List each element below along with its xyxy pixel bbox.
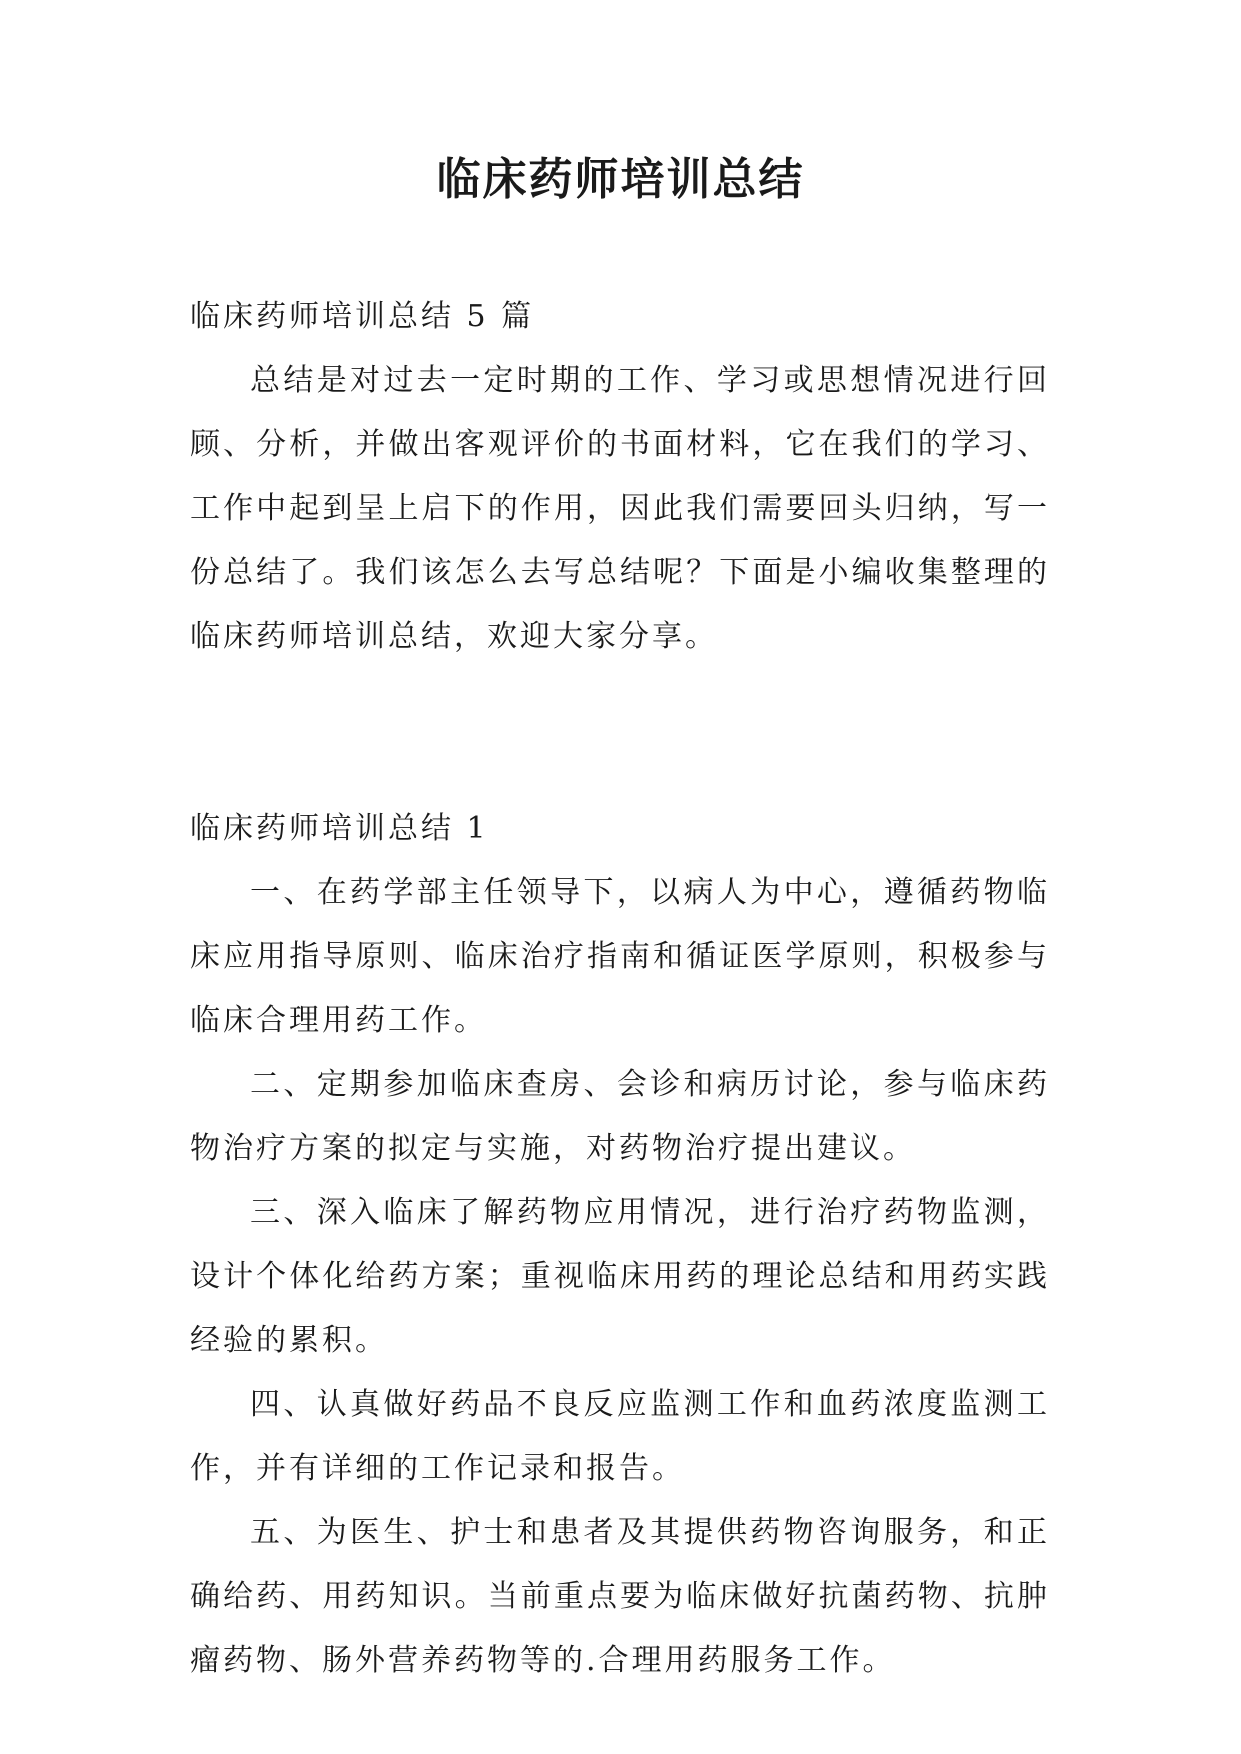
paragraph-item-1: 一、在药学部主任领导下，以病人为中心，遵循药物临床应用指导原则、临床治疗指南和循证医学原则，积极参与临床合理用药工作。 (190, 875, 1050, 1038)
section-heading: 临床药师培训总结 1 (190, 811, 489, 846)
paragraph-item-3: 三、深入临床了解药物应用情况，进行治疗药物监测，设计个体化给药方案；重视临床用药的理论总结和用药实践经验的累积。 (190, 1195, 1050, 1358)
intro-paragraph: 总结是对过去一定时期的工作、学习或思想情况进行回顾、分析，并做出客观评价的书面材料，它在我们的学习、工作中起到呈上启下的作用，因此我们需要回头归纳，写一份总结了。我们该怎么去写总结呢？下面是小编收集整理的临床药师培训总结，欢迎大家分享。 (190, 363, 1050, 654)
document-body (190, 285, 1050, 1693)
paragraph-item-4: 四、认真做好药品不良反应监测工作和血药浓度监测工作，并有详细的工作记录和报告。 (190, 1387, 1050, 1486)
series-subtitle: 临床药师培训总结 5 篇 (190, 299, 535, 334)
paragraph-item-2: 二、定期参加临床查房、会诊和病历讨论，参与临床药物治疗方案的拟定与实施，对药物治疗提出建议。 (190, 1067, 1050, 1166)
section-spacer (190, 669, 1050, 797)
document-title: 临床药师培训总结 (436, 154, 805, 205)
paragraph-item-5: 五、为医生、护士和患者及其提供药物咨询服务，和正确给药、用药知识。当前重点要为临床做好抗菌药物、抗肿瘤药物、肠外营养药物等的.合理用药服务工作。 (190, 1515, 1050, 1678)
